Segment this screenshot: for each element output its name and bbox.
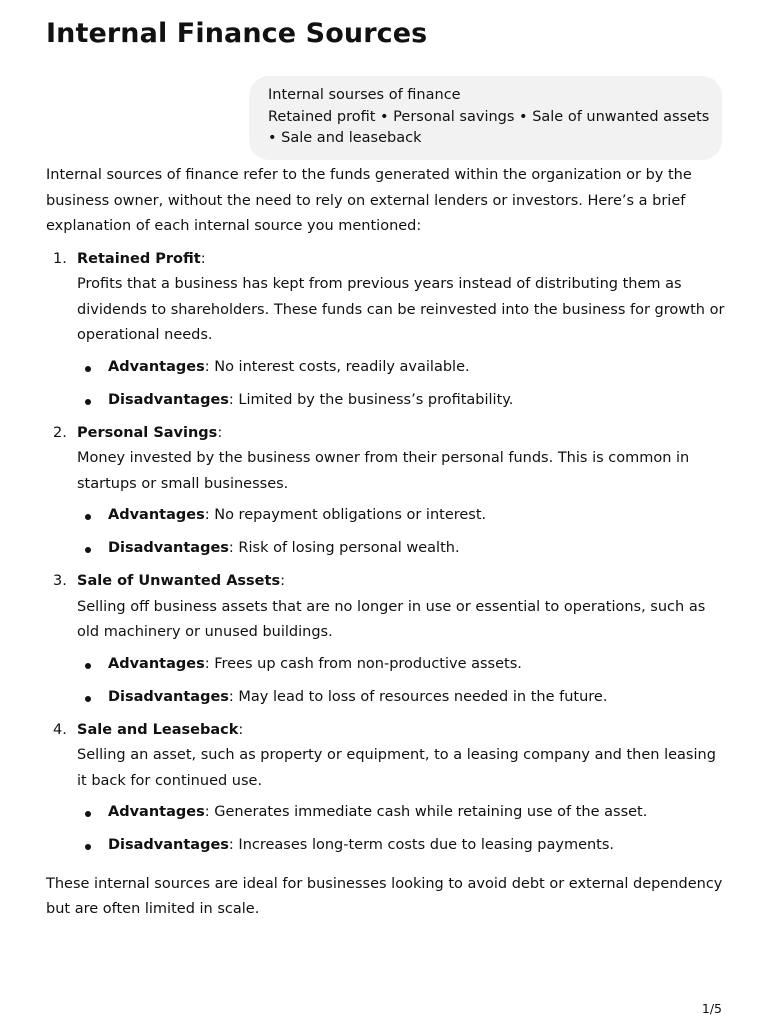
item-number: 1. xyxy=(53,250,67,267)
source-heading: Sale and Leaseback xyxy=(77,721,239,738)
item-number: 3. xyxy=(53,573,67,589)
sources-list xyxy=(46,247,726,859)
source-description: Selling an asset, such as property or equipment, to a leasing company and then leasing it back for continued use. xyxy=(77,747,716,789)
advantages-text: : No repayment obligations or interest. xyxy=(204,507,487,523)
source-item xyxy=(46,569,726,710)
disadvantages-label: Disadvantages xyxy=(108,688,229,705)
user-prompt-bubble xyxy=(249,76,722,160)
prompt-line: Retained profit • Personal savings • Sale of unwanted assets xyxy=(268,108,710,125)
bullet-icon xyxy=(85,366,91,372)
source-item xyxy=(46,718,726,859)
disadvantages-item xyxy=(77,833,726,859)
advantages-text: : No interest costs, readily available. xyxy=(204,358,470,375)
heading-colon: : xyxy=(200,250,206,267)
source-item xyxy=(46,421,726,562)
pros-cons-list xyxy=(77,652,726,711)
source-heading: Personal Savings xyxy=(77,424,218,441)
disadvantages-item xyxy=(77,388,726,414)
pros-cons-list xyxy=(77,800,726,859)
page-number: 1/5 xyxy=(701,1001,722,1016)
advantages-item xyxy=(77,652,726,678)
closing-paragraph: These internal sources are ideal for businesses looking to avoid debt or external dependency but are often limited in scale. xyxy=(46,875,723,917)
disadvantages-label: Disadvantages xyxy=(108,391,229,408)
source-description: Money invested by the business owner from their personal funds. This is common in startups or small businesses. xyxy=(77,450,690,492)
source-heading: Retained Profit xyxy=(77,250,201,267)
source-item xyxy=(46,247,726,414)
source-description: Selling off business assets that are no longer in use or essential to operations, such as old machinery or unused buildings. xyxy=(77,598,706,640)
bullet-icon xyxy=(85,811,91,817)
bullet-icon xyxy=(85,844,91,850)
disadvantages-label: Disadvantages xyxy=(108,837,229,853)
heading-colon: : xyxy=(280,573,285,589)
bullet-icon xyxy=(85,399,91,405)
source-heading-line xyxy=(77,247,726,273)
prompt-line: • Sale and leaseback xyxy=(268,130,422,147)
advantages-label: Advantages xyxy=(108,507,205,523)
source-heading-line xyxy=(77,421,726,447)
advantages-text: : Generates immediate cash while retaining use of the asset. xyxy=(204,804,648,820)
intro-paragraph: Internal sources of finance refer to the funds generated within the organization or by the business owner, without the need to rely on external lenders or investors. Here’s a brief explanation of each internal source you mentioned: xyxy=(46,167,692,234)
disadvantages-text: : May lead to loss of resources needed in the future. xyxy=(228,688,608,705)
disadvantages-text: : Risk of losing personal wealth. xyxy=(228,540,460,556)
heading-colon: : xyxy=(238,721,244,738)
disadvantages-label: Disadvantages xyxy=(108,540,229,556)
advantages-text: : Frees up cash from non-productive assets. xyxy=(204,655,522,672)
item-number: 4. xyxy=(53,721,67,738)
disadvantages-item xyxy=(77,685,726,711)
disadvantages-text: : Increases long-term costs due to leasing payments. xyxy=(228,837,615,853)
bullet-icon xyxy=(85,547,91,553)
bullet-icon xyxy=(85,514,91,520)
source-description: Profits that a business has kept from previous years instead of distributing them as dividends to shareholders. These funds can be reinvested into the business for growth or operational needs. xyxy=(77,276,725,343)
advantages-label: Advantages xyxy=(108,358,205,375)
bullet-icon xyxy=(85,696,91,702)
response-body xyxy=(46,163,726,923)
page-title: Internal Finance Sources xyxy=(46,18,428,49)
heading-colon: : xyxy=(217,424,223,441)
pros-cons-list xyxy=(77,355,726,414)
advantages-item xyxy=(77,800,726,826)
pros-cons-list xyxy=(77,503,726,562)
disadvantages-item xyxy=(77,536,726,562)
advantages-item xyxy=(77,355,726,381)
prompt-line: Internal sourses of finance xyxy=(268,87,461,103)
disadvantages-text: : Limited by the business’s profitability. xyxy=(228,391,514,408)
advantages-item xyxy=(77,503,726,529)
advantages-label: Advantages xyxy=(108,804,205,820)
source-heading-line xyxy=(77,718,726,744)
bullet-icon xyxy=(85,663,91,669)
advantages-label: Advantages xyxy=(108,655,205,672)
item-number: 2. xyxy=(53,424,67,441)
source-heading: Sale of Unwanted Assets xyxy=(77,573,281,589)
source-heading-line xyxy=(77,569,726,595)
